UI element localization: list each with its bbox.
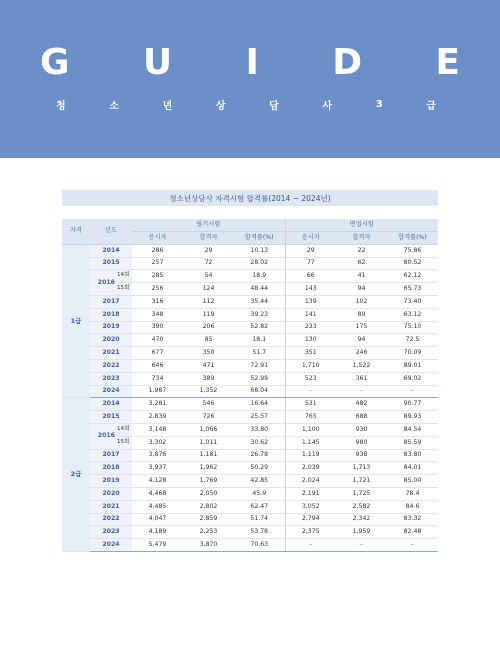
- written-rate-cell: 39.23: [234, 308, 285, 321]
- interview-rate-cell: -: [387, 385, 438, 398]
- interview-rate-cell: 83.80: [387, 449, 438, 462]
- interview-applicants-cell: 1,710: [285, 359, 336, 372]
- year-cell: 2014: [90, 398, 132, 411]
- interview-rate-cell: 85.59: [387, 436, 438, 449]
- interview-rate-cell: 89.01: [387, 359, 438, 372]
- written-applicants-cell: 734: [132, 372, 183, 385]
- interview-passers-cell: 94: [336, 283, 387, 296]
- interview-rate-cell: 63.12: [387, 308, 438, 321]
- written-rate-cell: 35.44: [234, 295, 285, 308]
- guide-letter: E: [435, 41, 460, 83]
- interview-passers-cell: 2,342: [336, 513, 387, 526]
- interview-passers-cell: 1,721: [336, 475, 387, 488]
- written-rate-cell: 50.29: [234, 462, 285, 475]
- written-rate-cell: 48.44: [234, 283, 285, 296]
- subtitle-char: 담: [269, 100, 279, 112]
- written-applicants-cell: 4,485: [132, 500, 183, 513]
- header-banner: [0, 0, 500, 158]
- interview-applicants-cell: 1,145: [285, 436, 336, 449]
- subtitle-char: 년: [162, 100, 173, 112]
- table-title: 청소년상담사 자격시험 합격률(2014 ~ 2024년): [62, 190, 438, 206]
- year-cell: 2020: [90, 487, 132, 500]
- interview-applicants-cell: 1,119: [285, 449, 336, 462]
- written-rate-cell: 42.85: [234, 475, 285, 488]
- written-passers-cell: 350: [183, 347, 234, 360]
- subtitle-char: 소: [109, 100, 119, 112]
- interview-applicants-cell: 2,375: [285, 526, 336, 539]
- guide-letter: U: [142, 41, 173, 83]
- written-passers-cell: 3,870: [183, 539, 234, 552]
- interview-applicants-cell: 531: [285, 398, 336, 411]
- year-cell: 2021: [90, 347, 132, 360]
- interview-passers-cell: 102: [336, 295, 387, 308]
- interview-rate-cell: 65.73: [387, 283, 438, 296]
- written-passers-cell: 546: [183, 398, 234, 411]
- interview-passers-cell: 980: [336, 436, 387, 449]
- interview-rate-cell: -: [387, 539, 438, 552]
- interview-applicants-cell: 2,039: [285, 462, 336, 475]
- header-written-applicants: 응시자: [132, 232, 183, 245]
- written-passers-cell: 1,769: [183, 475, 234, 488]
- year-cell: 2021: [90, 500, 132, 513]
- table-row: [62, 423, 438, 436]
- interview-rate-cell: 90.77: [387, 398, 438, 411]
- interview-applicants-cell: 523: [285, 372, 336, 385]
- interview-applicants-cell: 2,794: [285, 513, 336, 526]
- interview-rate-cell: 62.12: [387, 270, 438, 283]
- year-cell: 2023: [90, 526, 132, 539]
- subtitle-char: 상: [215, 100, 226, 112]
- interview-applicants-cell: 3,052: [285, 500, 336, 513]
- interview-applicants-cell: 139: [285, 295, 336, 308]
- interview-rate-cell: 78.4: [387, 487, 438, 500]
- written-applicants-cell: 677: [132, 347, 183, 360]
- written-applicants-cell: 286: [132, 244, 183, 257]
- interview-rate-cell: 84.54: [387, 423, 438, 436]
- interview-applicants-cell: 141: [285, 308, 336, 321]
- table-row: [62, 475, 438, 488]
- header-year: 년도: [90, 219, 132, 244]
- table-row: [62, 359, 438, 372]
- interview-passers-cell: 930: [336, 423, 387, 436]
- subtitle-char: 급: [426, 100, 436, 112]
- interview-applicants-cell: 351: [285, 347, 336, 360]
- header-qualification: 자격: [62, 219, 90, 244]
- written-rate-cell: 72.91: [234, 359, 285, 372]
- interview-passers-cell: 62: [336, 257, 387, 270]
- written-rate-cell: 53.78: [234, 526, 285, 539]
- written-applicants-cell: 3,281: [132, 398, 183, 411]
- year-cell: 2019: [90, 321, 132, 334]
- interview-rate-cell: 82.48: [387, 526, 438, 539]
- written-rate-cell: 16.64: [234, 398, 285, 411]
- written-passers-cell: 2,050: [183, 487, 234, 500]
- guide-letter: D: [332, 41, 363, 83]
- pass-rate-table: [62, 219, 438, 552]
- interview-passers-cell: 688: [336, 411, 387, 424]
- written-rate-cell: 18.1: [234, 334, 285, 347]
- year-cell: 2018: [90, 462, 132, 475]
- table-row: [62, 385, 438, 398]
- interview-passers-cell: 246: [336, 347, 387, 360]
- written-applicants-cell: 390: [132, 321, 183, 334]
- interview-rate-cell: 69.02: [387, 372, 438, 385]
- guide-subtitle: [56, 97, 436, 111]
- round-cell: 15회: [117, 283, 132, 296]
- interview-applicants-cell: 2,191: [285, 487, 336, 500]
- year-cell: 2014: [90, 244, 132, 257]
- interview-passers-cell: 1,522: [336, 359, 387, 372]
- written-rate-cell: 70.63: [234, 539, 285, 552]
- interview-rate-cell: 84.6: [387, 500, 438, 513]
- grade-cell: 1급: [62, 244, 90, 398]
- written-applicants-cell: 1,987: [132, 385, 183, 398]
- written-passers-cell: 2,253: [183, 526, 234, 539]
- written-applicants-cell: 4,047: [132, 513, 183, 526]
- interview-rate-cell: 89.93: [387, 411, 438, 424]
- table-row: [62, 487, 438, 500]
- interview-passers-cell: 1,959: [336, 526, 387, 539]
- year-cell: 2017: [90, 295, 132, 308]
- interview-applicants-cell: 765: [285, 411, 336, 424]
- interview-passers-cell: 938: [336, 449, 387, 462]
- interview-passers-cell: 482: [336, 398, 387, 411]
- year-cell: 2023: [90, 372, 132, 385]
- table-row: [62, 257, 438, 270]
- written-passers-cell: 2,802: [183, 500, 234, 513]
- round-cell: 14회: [117, 270, 132, 283]
- written-applicants-cell: 4,189: [132, 526, 183, 539]
- interview-rate-cell: 84.01: [387, 462, 438, 475]
- written-passers-cell: 206: [183, 321, 234, 334]
- table-row: [62, 539, 438, 552]
- year-cell: 2015: [90, 257, 132, 270]
- subtitle-char: 3: [375, 98, 383, 110]
- written-passers-cell: 112: [183, 295, 234, 308]
- round-cell: 15회: [117, 436, 132, 449]
- interview-rate-cell: 85.00: [387, 475, 438, 488]
- interview-applicants-cell: 233: [285, 321, 336, 334]
- written-passers-cell: 72: [183, 257, 234, 270]
- table-row: [62, 308, 438, 321]
- written-applicants-cell: 256: [132, 283, 183, 296]
- interview-rate-cell: 72.5: [387, 334, 438, 347]
- interview-applicants-cell: -: [285, 539, 336, 552]
- written-passers-cell: 29: [183, 244, 234, 257]
- written-applicants-cell: 4,128: [132, 475, 183, 488]
- written-applicants-cell: 316: [132, 295, 183, 308]
- written-rate-cell: 25.57: [234, 411, 285, 424]
- written-applicants-cell: 646: [132, 359, 183, 372]
- interview-passers-cell: -: [336, 539, 387, 552]
- year-cell: 2022: [90, 513, 132, 526]
- table-row: [62, 347, 438, 360]
- interview-rate-cell: 75.10: [387, 321, 438, 334]
- grade-cell: 2급: [62, 398, 90, 552]
- year-cell: 2015: [90, 411, 132, 424]
- interview-passers-cell: 1,713: [336, 462, 387, 475]
- interview-rate-cell: 75.86: [387, 244, 438, 257]
- year-cell: 2018: [90, 308, 132, 321]
- interview-passers-cell: -: [336, 385, 387, 398]
- interview-passers-cell: 1,725: [336, 487, 387, 500]
- table-row: [62, 244, 438, 257]
- table-row: [62, 526, 438, 539]
- interview-passers-cell: 175: [336, 321, 387, 334]
- header-interview-passers: 합격자: [336, 232, 387, 245]
- header-written-rate: 합격률(%): [234, 232, 285, 245]
- written-passers-cell: 389: [183, 372, 234, 385]
- subtitle-char: 청: [56, 100, 66, 112]
- year-cell: 2017: [90, 449, 132, 462]
- table-row: [62, 436, 438, 449]
- interview-rate-cell: 80.52: [387, 257, 438, 270]
- written-rate-cell: 68.04: [234, 385, 285, 398]
- table-row: [62, 283, 438, 296]
- interview-applicants-cell: 1,100: [285, 423, 336, 436]
- interview-applicants-cell: 77: [285, 257, 336, 270]
- written-passers-cell: 124: [183, 283, 234, 296]
- header-interview: 면접시험: [285, 219, 438, 232]
- written-passers-cell: 726: [183, 411, 234, 424]
- written-passers-cell: 119: [183, 308, 234, 321]
- table-body: [62, 244, 438, 551]
- written-applicants-cell: 470: [132, 334, 183, 347]
- written-applicants-cell: 348: [132, 308, 183, 321]
- year-cell: 2024: [90, 385, 132, 398]
- table-row: [62, 513, 438, 526]
- guide-title: [40, 40, 460, 84]
- interview-applicants-cell: 29: [285, 244, 336, 257]
- year-cell: 2024: [90, 539, 132, 552]
- written-rate-cell: 51.74: [234, 513, 285, 526]
- written-rate-cell: 62.47: [234, 500, 285, 513]
- written-applicants-cell: 5,479: [132, 539, 183, 552]
- table-row: [62, 411, 438, 424]
- interview-passers-cell: 2,582: [336, 500, 387, 513]
- year-cell: 2020: [90, 334, 132, 347]
- table-row: [62, 270, 438, 283]
- written-applicants-cell: 2,839: [132, 411, 183, 424]
- table-row: [62, 449, 438, 462]
- interview-passers-cell: 41: [336, 270, 387, 283]
- table-row: [62, 500, 438, 513]
- interview-applicants-cell: -: [285, 385, 336, 398]
- table-row: [62, 398, 438, 411]
- written-rate-cell: 33.80: [234, 423, 285, 436]
- written-rate-cell: 26.78: [234, 449, 285, 462]
- interview-applicants-cell: 130: [285, 334, 336, 347]
- interview-applicants-cell: 66: [285, 270, 336, 283]
- year-cell: 2016: [90, 270, 117, 296]
- written-passers-cell: 1,962: [183, 462, 234, 475]
- table-row: [62, 334, 438, 347]
- written-rate-cell: 52.99: [234, 372, 285, 385]
- written-passers-cell: 1,352: [183, 385, 234, 398]
- interview-passers-cell: 22: [336, 244, 387, 257]
- header-written: 필기시험: [132, 219, 285, 232]
- written-applicants-cell: 3,148: [132, 423, 183, 436]
- written-passers-cell: 1,181: [183, 449, 234, 462]
- interview-passers-cell: 361: [336, 372, 387, 385]
- written-rate-cell: 28.02: [234, 257, 285, 270]
- subtitle-char: 사: [322, 100, 333, 112]
- written-applicants-cell: 3,302: [132, 436, 183, 449]
- written-passers-cell: 1,066: [183, 423, 234, 436]
- interview-applicants-cell: 143: [285, 283, 336, 296]
- written-passers-cell: 54: [183, 270, 234, 283]
- written-rate-cell: 52.82: [234, 321, 285, 334]
- interview-rate-cell: 73.40: [387, 295, 438, 308]
- interview-rate-cell: 83.32: [387, 513, 438, 526]
- interview-rate-cell: 70.09: [387, 347, 438, 360]
- header-interview-applicants: 응시자: [285, 232, 336, 245]
- table-row: [62, 295, 438, 308]
- table-row: [62, 372, 438, 385]
- header-written-passers: 합격자: [183, 232, 234, 245]
- header-interview-rate: 합격률(%): [387, 232, 438, 245]
- table-row: [62, 462, 438, 475]
- written-rate-cell: 18.9: [234, 270, 285, 283]
- written-rate-cell: 45.9: [234, 487, 285, 500]
- written-passers-cell: 471: [183, 359, 234, 372]
- written-applicants-cell: 3,937: [132, 462, 183, 475]
- interview-passers-cell: 89: [336, 308, 387, 321]
- written-rate-cell: 51.7: [234, 347, 285, 360]
- written-rate-cell: 10.13: [234, 244, 285, 257]
- written-passers-cell: 1,011: [183, 436, 234, 449]
- round-cell: 14회: [117, 423, 132, 436]
- year-cell: 2016: [90, 423, 117, 449]
- written-rate-cell: 30.62: [234, 436, 285, 449]
- written-applicants-cell: 257: [132, 257, 183, 270]
- written-applicants-cell: 285: [132, 270, 183, 283]
- written-passers-cell: 85: [183, 334, 234, 347]
- interview-passers-cell: 94: [336, 334, 387, 347]
- written-applicants-cell: 4,468: [132, 487, 183, 500]
- guide-letter: I: [245, 41, 259, 83]
- written-applicants-cell: 3,876: [132, 449, 183, 462]
- interview-applicants-cell: 2,024: [285, 475, 336, 488]
- year-cell: 2022: [90, 359, 132, 372]
- written-passers-cell: 2,859: [183, 513, 234, 526]
- year-cell: 2019: [90, 475, 132, 488]
- table-row: [62, 321, 438, 334]
- guide-letter: G: [40, 41, 70, 83]
